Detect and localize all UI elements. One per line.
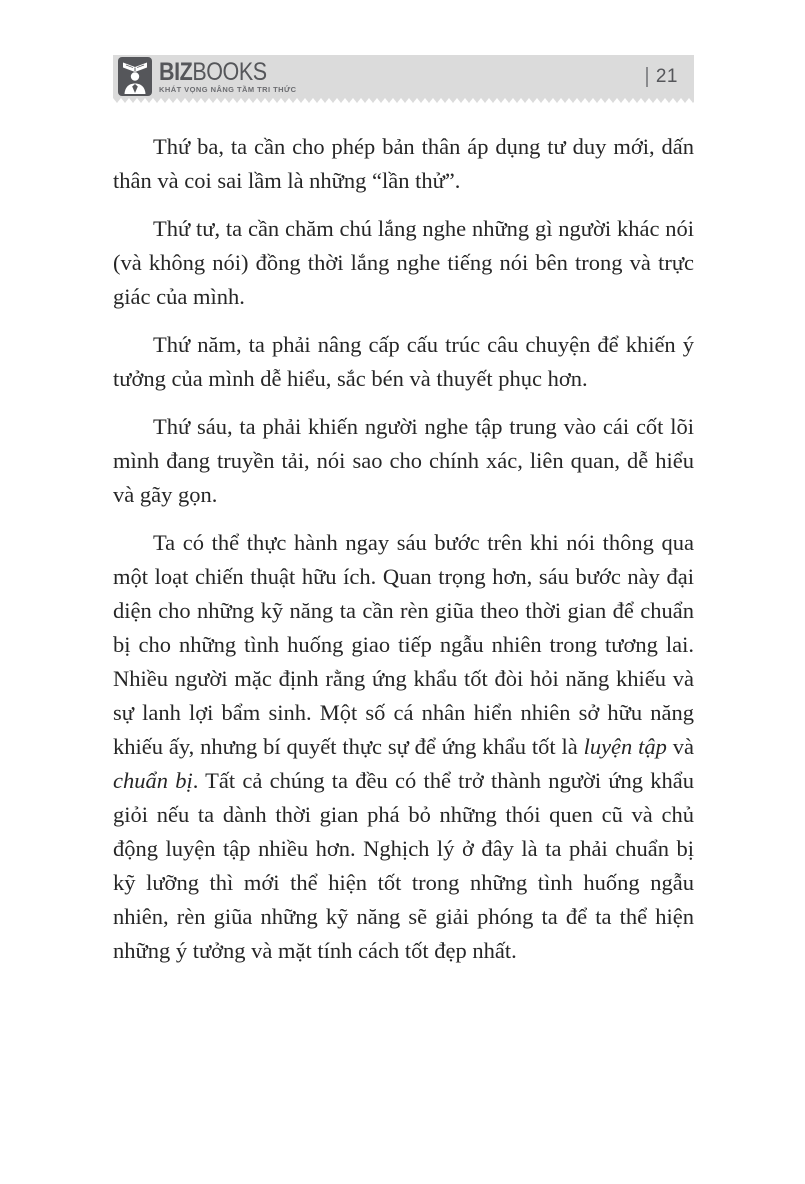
- paragraph-text: Thứ sáu, ta phải khiến người nghe tập trung vào cái cốt lõi mình đang truyền tải, nói sao cho chính xác, liên quan, dễ hiểu và gãy gọn.: [113, 414, 694, 507]
- page-number-block: [646, 66, 678, 88]
- paragraph-text: Thứ năm, ta phải nâng cấp cấu trúc câu chuyện để khiến ý tưởng của mình dễ hiểu, sắc bén và thuyết phục hơn.: [113, 332, 694, 391]
- paragraph-text: và: [666, 734, 694, 759]
- header-band-background: [113, 55, 694, 98]
- page-number-divider: [646, 67, 648, 87]
- brand-name-biz: BIZ: [159, 57, 193, 86]
- page-number: 21: [655, 65, 678, 87]
- paragraph-text: Ta có thể thực hành ngay sáu bước trên khi nói thông qua một loạt chiến thuật hữu ích. Quan trọng hơn, sáu bước này đại diện cho những kỹ năng ta cần rèn giũa theo thời gian để chuẩn bị cho những tình huống giao tiếp ngẫu nhiên trong tương lai. Nhiều người mặc định rằng ứng khẩu tốt đòi hỏi năng khiếu và sự lanh lợi bẩm sinh. Một số cá nhân hiển nhiên sở hữu năng khiếu ấy, nhưng bí quyết thực sự để ứng khẩu tốt là: [113, 530, 694, 759]
- paragraph: [113, 526, 694, 968]
- brand-name-books: BOOKS: [192, 57, 267, 86]
- brand-name: [159, 57, 277, 86]
- paragraph: [113, 410, 694, 512]
- paragraph-text-italic: chuẩn bị: [113, 768, 193, 793]
- paragraph-text-italic: luyện tập: [583, 734, 667, 759]
- paragraph: [113, 328, 694, 396]
- body-text: [113, 130, 694, 982]
- perforated-edge: [113, 98, 694, 103]
- bizbooks-reader-logo-icon: [118, 57, 152, 96]
- paragraph: [113, 130, 694, 198]
- paragraph: [113, 212, 694, 314]
- brand-tagline: KHÁT VỌNG NÂNG TẦM TRI THỨC: [159, 84, 297, 94]
- paragraph-text: . Tất cả chúng ta đều có thể trở thành người ứng khẩu giỏi nếu ta dành thời gian phá bỏ những thói quen cũ và chủ động luyện tập nhiều hơn. Nghịch lý ở đây là ta phải chuẩn bị kỹ lưỡng thì mới thể hiện tốt trong những tình huống ngẫu nhiên, rèn giũa những kỹ năng sẽ giải phóng ta để ta thể hiện những ý tưởng và mặt tính cách tốt đẹp nhất.: [113, 768, 694, 963]
- page-header: [113, 55, 694, 103]
- paragraph-text: Thứ tư, ta cần chăm chú lắng nghe những gì người khác nói (và không nói) đồng thời lắng nghe tiếng nói bên trong và trực giác của mình.: [113, 216, 694, 309]
- bizbooks-logo: [118, 55, 297, 98]
- paragraph-text: Thứ ba, ta cần cho phép bản thân áp dụng tư duy mới, dấn thân và coi sai lầm là những “lần thử”.: [113, 134, 694, 193]
- brand-text-block: [159, 57, 297, 94]
